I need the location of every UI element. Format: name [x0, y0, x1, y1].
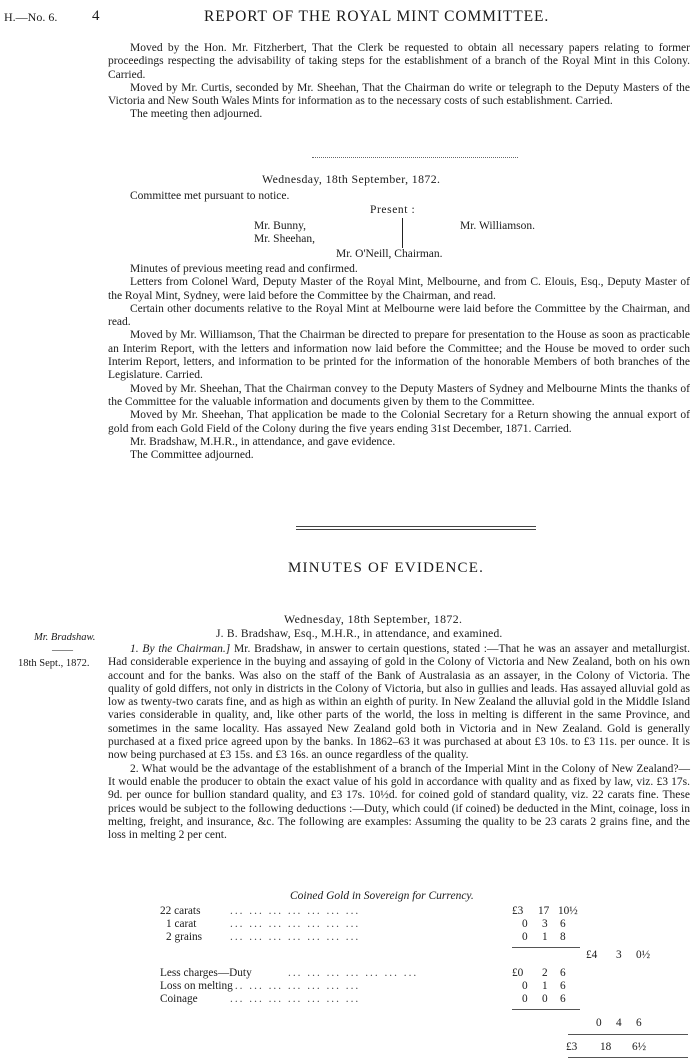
row-label: 22 carats: [160, 905, 201, 917]
meeting-proceedings: [108, 263, 690, 462]
present-member: Mr. Sheehan,: [254, 233, 316, 245]
table-row: [160, 993, 700, 1006]
pence-value: 6: [560, 980, 566, 992]
row-leader: ... ... ... ... ... ... ...: [230, 993, 361, 1005]
pounds-value: 0: [522, 980, 528, 992]
paragraph: Moved by the Hon. Mr. Fitzherbert, That the Clerk be requested to obtain all necessary papers relating to former proceedings respecting the advisability of taking steps for the establishment of a branch of the Royal Mint in this Colony. Carried.: [108, 42, 690, 81]
present-member: Mr. Bunny,: [254, 220, 306, 232]
margin-date: 18th Sept., 1872.: [18, 658, 90, 669]
paragraph: Certain other documents relative to the Royal Mint at Melbourne were laid before the Committee by the Chairman, and read.: [108, 302, 690, 329]
sum-rule: [512, 1009, 580, 1010]
paragraph: Moved by Mr. Curtis, seconded by Mr. Sheehan, That the Chairman do write or telegraph to the Deputy Masters of the Victoria and New South Wales Mints for information as to the necessary costs of such establishment. Carried.: [108, 81, 690, 108]
shillings-value: 1: [542, 931, 548, 943]
answer-text: Mr. Bradshaw, in answer to certain questions, stated :—That he was an assayer and metallurgist. Had considerable experience in the buying and assaying of gold in the Colony of Victoria and New Zealand, both on his own account and for the banks. Was also on the staff of the Bank of Australasia as an assayer, in the Colony of Victoria. The quality of gold differs, not only in districts in the Colony of Victoria, but also in gullies and leads. Has assayed alluvial gold as low as twenty-two carats fine, and as high as within an eighth of purity. In New Zealand the alluvial gold in the Middle Island varies considerable in quality, and, like other parts of the world, the loss in melting is different in the same Province, and sometimes in the same locality. Has assayed New Zealand gold both in Victoria and in New Zealand. Gold is generally purchased at a fixed price agreed upon by the banks. In 1862–63 it was purchased at about £3 10s. to £3 11s. per ounce. It is now being purchased at £3 15s. and £3 16s. an ounce regardless of the quality.: [108, 643, 690, 762]
meeting-date: Wednesday, 18th September, 1872.: [262, 172, 441, 186]
shillings-value: 1: [542, 980, 548, 992]
paragraph: The Committee adjourned.: [130, 449, 254, 462]
question-answer: [108, 643, 690, 763]
table-caption: Coined Gold in Sovereign for Currency.: [290, 890, 474, 902]
present-label: Present :: [370, 204, 416, 216]
shillings-value: 3: [542, 918, 548, 930]
pence-value: 0½: [636, 949, 651, 961]
paragraph: Moved by Mr. Sheehan, That the Chairman convey to the Deputy Masters of Sydney and Melbourne Mints the thanks of the Committee for the valuable information and documents given by them to the Committee.: [108, 382, 690, 408]
evidence-body: [108, 643, 690, 842]
evidence-heading: MINUTES OF EVIDENCE.: [288, 560, 485, 576]
meeting-opening: Committee met pursuant to notice.: [130, 190, 290, 202]
chairman-line: Mr. O'Neill, Chairman.: [336, 248, 443, 260]
paragraph: Moved by Mr. Sheehan, That application be made to the Colonial Secretary for a Return showing the annual export of gold from each Gold Field of the Colony during the five years ending 31st December, 1871. Carried.: [108, 409, 690, 435]
margin-witness-name: Mr. Bradshaw.: [34, 632, 96, 643]
row-leader: ... ... ... ... ... ... ...: [288, 967, 419, 979]
section-divider: [296, 526, 536, 527]
table-row: [160, 918, 700, 931]
shillings-value: 2: [542, 967, 548, 979]
pence-value: 6: [560, 993, 566, 1005]
question-lead: 1. By the Chairman.]: [130, 643, 231, 655]
row-leader: ... ... ... ... ... ... ...: [230, 918, 361, 930]
paragraph: Moved by Mr. Williamson, That the Chairman be directed to prepare for presentation to the House as soon as practicable an Interim Report, with the letters and information now laid before the Committee; and the House be moved to order such Interim Report, letters, and information to be printed for the information of the honorable Members of both branches of the Legislature. Carried.: [108, 329, 690, 382]
total-row: [160, 1041, 700, 1054]
witness-line: J. B. Bradshaw, Esq., M.H.R., in attendance, and examined.: [216, 628, 503, 640]
pounds-value: 0: [522, 993, 528, 1005]
pounds-value: 0: [522, 918, 528, 930]
row-label: Less charges—Duty: [160, 967, 252, 979]
paragraph: Letters from Colonel Ward, Deputy Master of the Royal Mint, Melbourne, and from C. Elouis, Esq., Deputy Master of the Royal Mint, Sydney, were laid before the Committee by the Chairman, and read.: [108, 276, 690, 302]
shillings-value: 17: [538, 905, 550, 917]
carryover-section: [108, 42, 690, 122]
paragraph: Minutes of previous meeting read and confirmed.: [130, 263, 358, 275]
row-leader: ... ... ... ... ... ... ...: [230, 905, 361, 917]
table-row: [160, 967, 700, 980]
table-row: [160, 905, 700, 918]
subtotal-row: [160, 1017, 700, 1030]
row-label: Loss on melting: [160, 980, 233, 992]
sum-rule: [568, 1034, 688, 1035]
pounds-value: £4: [586, 949, 598, 961]
subtotal-row: [160, 949, 700, 962]
page-header: [0, 8, 700, 28]
pence-value: 10½: [558, 905, 578, 917]
section-divider: [312, 157, 518, 158]
table-row: [160, 931, 700, 944]
page-number: 4: [92, 8, 100, 24]
pence-value: 8: [560, 931, 566, 943]
paragraph: The meeting then adjourned.: [130, 108, 263, 121]
page-title: REPORT OF THE ROYAL MINT COMMITTEE.: [204, 8, 550, 25]
row-label: Coinage: [160, 993, 198, 1005]
paragraph: Mr. Bradshaw, M.H.R., in attendance, and gave evidence.: [130, 435, 396, 448]
evidence-date: Wednesday, 18th September, 1872.: [284, 612, 463, 626]
pounds-value: £3: [566, 1041, 578, 1053]
sum-rule: [512, 947, 580, 948]
question-answer: 2. What would be the advantage of the establishment of a branch of the Imperial Mint in the Colony of New Zealand?—It would enable the producer to obtain the exact value of his gold in accordance with quality and as fixed by law, viz. £3 17s. 9d. per ounce for bullion standard quality, and £3 17s. 10½d. for coined gold of standard quality, viz. 22 carats fine. These prices would be subject to the following deductions :—Duty, which could (if coined) be deducted in the Mint, coinage, loss in melting, freight, and insurance, &c. The following are examples: Assuming the quality to be 23 carats 2 grains fine, and the loss in melting 2 per cent.: [108, 762, 690, 842]
present-divider: [402, 218, 403, 248]
pence-value: 6: [636, 1017, 642, 1029]
pence-value: 6½: [632, 1041, 647, 1053]
pounds-value: £0: [512, 967, 524, 979]
pounds-value: £3: [512, 905, 524, 917]
paper-reference: H.—No. 6.: [4, 10, 58, 24]
row-leader: ... ... ... ... ... ... ...: [230, 980, 361, 992]
present-member: Mr. Williamson.: [460, 220, 536, 232]
shillings-value: 4: [616, 1017, 622, 1029]
section-divider: [296, 529, 536, 530]
shillings-value: 3: [616, 949, 622, 961]
row-label: 1 carat: [166, 918, 197, 930]
shillings-value: 18: [600, 1041, 612, 1053]
shillings-value: 0: [542, 993, 548, 1005]
row-label: 2 grains: [166, 931, 203, 943]
margin-dash: ——: [52, 645, 73, 656]
pounds-value: 0: [522, 931, 528, 943]
row-leader: ... ... ... ... ... ... ...: [230, 931, 361, 943]
pence-value: 6: [560, 918, 566, 930]
pence-value: 6: [560, 967, 566, 979]
total-rule: [568, 1057, 688, 1058]
table-row: [160, 980, 700, 993]
pounds-value: 0: [596, 1017, 602, 1029]
